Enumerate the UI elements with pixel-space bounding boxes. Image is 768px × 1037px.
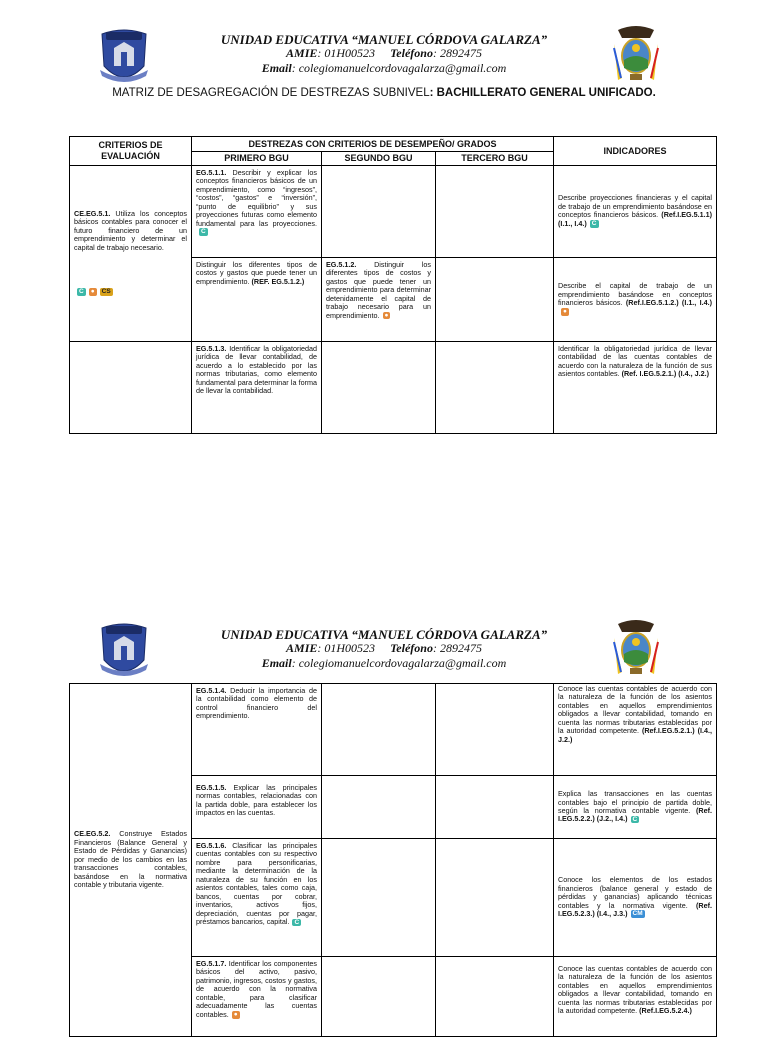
header-indicadores: INDICADORES [554,137,717,166]
segundo-empty-cell [322,165,436,257]
email-value: : colegiomanuelcordovagalarza@gmail.com [291,61,507,75]
amie-label: AMIE [286,641,318,655]
destreza-code: EG.5.1.6. [196,841,227,850]
segundo-empty-cell [322,684,436,776]
segundo-empty-cell [322,776,436,839]
segundo-empty-cell [322,839,436,957]
school-name: UNIDAD EDUCATIVA “MANUEL CÓRDOVA GALARZA” [220,32,548,47]
destreza-ref-eg-5-1-2 [192,257,322,341]
criterio-text: Construye Estados Financieros (Balance General y Estado de Pérdidas y Ganancias) por medio de los cambios en las transacciones contables, basándose en la normativa contable y tributaria vigente. [74,829,187,890]
subtitle-prefix: MATRIZ DE DESAGREGACIÓN DE DESTREZAS SUBNIVEL [112,87,430,99]
criterio-ce-eg-5-1 [70,165,192,341]
destreza-code: EG.5.1.7. [196,959,227,968]
amie-value: : 01H00523 [317,46,376,60]
destreza-eg-5-1-5 [192,776,322,839]
destreza-text: Identificar los componentes básicos del activo, pasivo, patrimonio, ingresos, costos y gastos, de acuerdo con la normativa contable, para clasificar adecuadamente las cuentas contables. [196,959,317,1019]
amie-value: : 01H00523 [317,641,376,655]
destreza-code: EG.5.1.5. [196,783,227,792]
segundo-empty-cell [322,957,436,1037]
tag-o-icon: ● [563,307,567,315]
tag-c-icon: C [79,288,84,296]
indicador-text: Describe proyecciones financieras y el capital de trabajo de un emprendimiento basándose en conceptos financieros básicos. [558,193,713,220]
indicador-i-eg-5-2-4 [554,957,717,1037]
indicador-ref: (Ref.I.EG.5.2.4.) [639,1006,692,1016]
tag-o-icon: ● [90,288,95,296]
tercero-empty-cell [436,839,554,957]
indicador-text: Identificar la obligatoriedad jurídica de llevar contabilidad de las cuentas contables de acuerdo con la naturaleza de la función de sus asientos contables. [558,343,713,379]
tag-c-icon: C [632,815,638,823]
indicador-text: Conoce los elementos de los estados financieros (balance general y estado de pérdidas y ganancias) aplicando técnicas contables y la normativa vigente. [558,875,712,910]
criterio-text: Utiliza los conceptos básicos contables para conocer el futuro financiero de un emprendimiento y determinar el capital de trabajo necesario. [74,208,187,252]
indicador-i-eg-5-2-2 [554,776,717,839]
tag-o-icon: ● [384,311,389,319]
indicador-text: Conoce las cuentas contables de acuerdo con la naturaleza de la función de los asientos contables en aquellos emprendimientos obligados a llevar contabilidad, tomando en cuenta las normas tributarias establecidas por la autoridad competente. [558,684,712,736]
school-name: UNIDAD EDUCATIVA “MANUEL CÓRDOVA GALARZA” [220,627,548,642]
indicador-text: Explica las transacciones en las cuentas contables bajo el principio de partida doble, según la normativa contable vigente. [558,789,712,815]
destreza-code: EG.5.1.1. [196,167,227,177]
phone-label: Teléfono [390,641,433,655]
destreza-text: Explicar las principales normas contables, relacionadas con la partida doble, para establecer los impactos en las cuentas. [196,783,317,818]
destreza-eg-5-1-2 [322,257,436,341]
destrezas-table-page2 [69,683,717,1037]
tag-o-icon: ● [233,1011,238,1019]
phone-label: Teléfono [390,46,433,60]
tag-cs-icon: CS [101,288,111,296]
indicador-i-eg-5-2-1 [554,684,717,776]
criterio-ce-eg-5-2 [70,684,192,1037]
subtitle-bold: : BACHILLERATO GENERAL UNIFICADO. [429,87,656,99]
tag-c-icon: C [201,228,206,236]
matrix-subtitle [0,87,768,99]
email-label: Email [261,61,292,75]
indicador-ref: (Ref.I.EG.5.1.1) (I.1., I.4.) [558,210,713,228]
destreza-code: EG.5.1.4. [196,686,227,695]
indicador-text: Conoce las cuentas contables de acuerdo con la naturaleza de la función de los asientos contables en aquellos emprendimientos obligados a llevar contabilidad, tomando en cuenta las normas tributarias establecidas por la autoridad competente. [558,964,712,1016]
tag-cm-icon: CM [632,910,643,918]
indicador-i-eg-5-2-1 [554,341,717,433]
indicador-ref: (Ref. I.EG.5.2.1.) (I.4., J.2.) [621,369,710,379]
header-primero-bgu: PRIMERO BGU [192,152,322,166]
destreza-text: Distinguir los diferentes tipos de costos y gastos que puede tener un emprendimiento para determinar detenidamente el capital de trabajo necesario para un emprendimiento. [326,259,431,320]
indicador-i-eg-5-1-1 [554,165,717,257]
criterio-empty-cell [70,341,192,433]
criterio-tags [74,288,187,296]
criterio-code: CE.EG.5.2. [74,829,111,839]
ecuador-coat-of-arms-logo [610,618,662,680]
tercero-empty-cell [436,684,554,776]
destreza-ref: (REF. EG.5.1.2.) [251,276,305,286]
destreza-eg-5-1-1 [192,165,322,257]
email-value: : colegiomanuelcordovagalarza@gmail.com [291,656,507,670]
indicador-ref: (Ref. I.EG.5.2.2.) (J.2., I.4.) [558,806,712,824]
indicador-i-eg-5-2-3 [554,839,717,957]
tercero-empty-cell [436,165,554,257]
header-criterios: CRITERIOS DE EVALUACIÓN [70,137,192,166]
amie-label: AMIE [286,46,318,60]
destreza-text: Describir y explicar los conceptos financieros básicos de un emprendimiento, como “ingresos”, “costos”, “gastos” e “inversión”, “punto de equilibrio” y sus proyecciones futuras como elemento fundamental para las proyecciones. [196,167,317,228]
destreza-eg-5-1-3 [192,341,322,433]
indicador-ref: (Ref.I.EG.5.1.2.) (I.1., I.4.) [625,298,713,308]
indicador-i-eg-5-1-2 [554,257,717,341]
segundo-empty-cell [322,341,436,433]
email-label: Email [261,656,292,670]
ecuador-coat-of-arms-logo [610,24,662,86]
phone-value: : 2892475 [432,641,482,655]
destreza-code: EG.5.1.3. [196,343,227,353]
tag-c-icon: C [591,219,597,227]
destrezas-table-page1 [69,136,717,434]
destreza-eg-5-1-4 [192,684,322,776]
header-destrezas: DESTREZAS CON CRITERIOS DE DESEMPEÑO/ GRADOS [192,137,554,152]
indicador-ref: (Ref. I.EG.5.2.3.) (I.4., J.3.) [558,900,712,919]
destreza-eg-5-1-7 [192,957,322,1037]
tercero-empty-cell [436,776,554,839]
tercero-empty-cell [436,257,554,341]
phone-value: : 2892475 [432,46,482,60]
destreza-text: Deducir la importancia de la contabilidad como elemento de control financiero del emprendimiento. [196,686,317,721]
destreza-code: EG.5.1.2. [326,259,357,269]
destreza-eg-5-1-6 [192,839,322,957]
destreza-text: Clasificar las principales cuentas contables con su respectivo nombre para personificarias, mediante la determinación de la naturaleza de su función en los asientos contables, tales como caja, bancos, cuentas por cobrar, inventarios, activos fijos, depreciación, cuentas por pagar, préstamos bancarios, capital. [196,841,317,927]
criterio-code: CE.EG.5.1. [74,208,111,218]
tag-c-icon: C [294,918,300,926]
indicador-ref: (Ref.I.EG.5.2.1.) (I.4., J.2.) [558,726,712,744]
destreza-text: Distinguir los diferentes tipos de costos y gastos que puede tener un emprendimiento. [196,259,317,286]
destreza-text: Identificar la obligatoriedad jurídica de llevar contabilidad, de acuerdo a lo establecido por las normas tributarias, como elemento fundamental para determinar la forma de llevar la contabilidad. [196,343,317,396]
header-tercero-bgu: TERCERO BGU [436,152,554,166]
indicador-text: Describe el capital de trabajo de un emprendimiento basándose en conceptos financieros básicos. [558,281,713,308]
tercero-empty-cell [436,957,554,1037]
header-segundo-bgu: SEGUNDO BGU [322,152,436,166]
tercero-empty-cell [436,341,554,433]
